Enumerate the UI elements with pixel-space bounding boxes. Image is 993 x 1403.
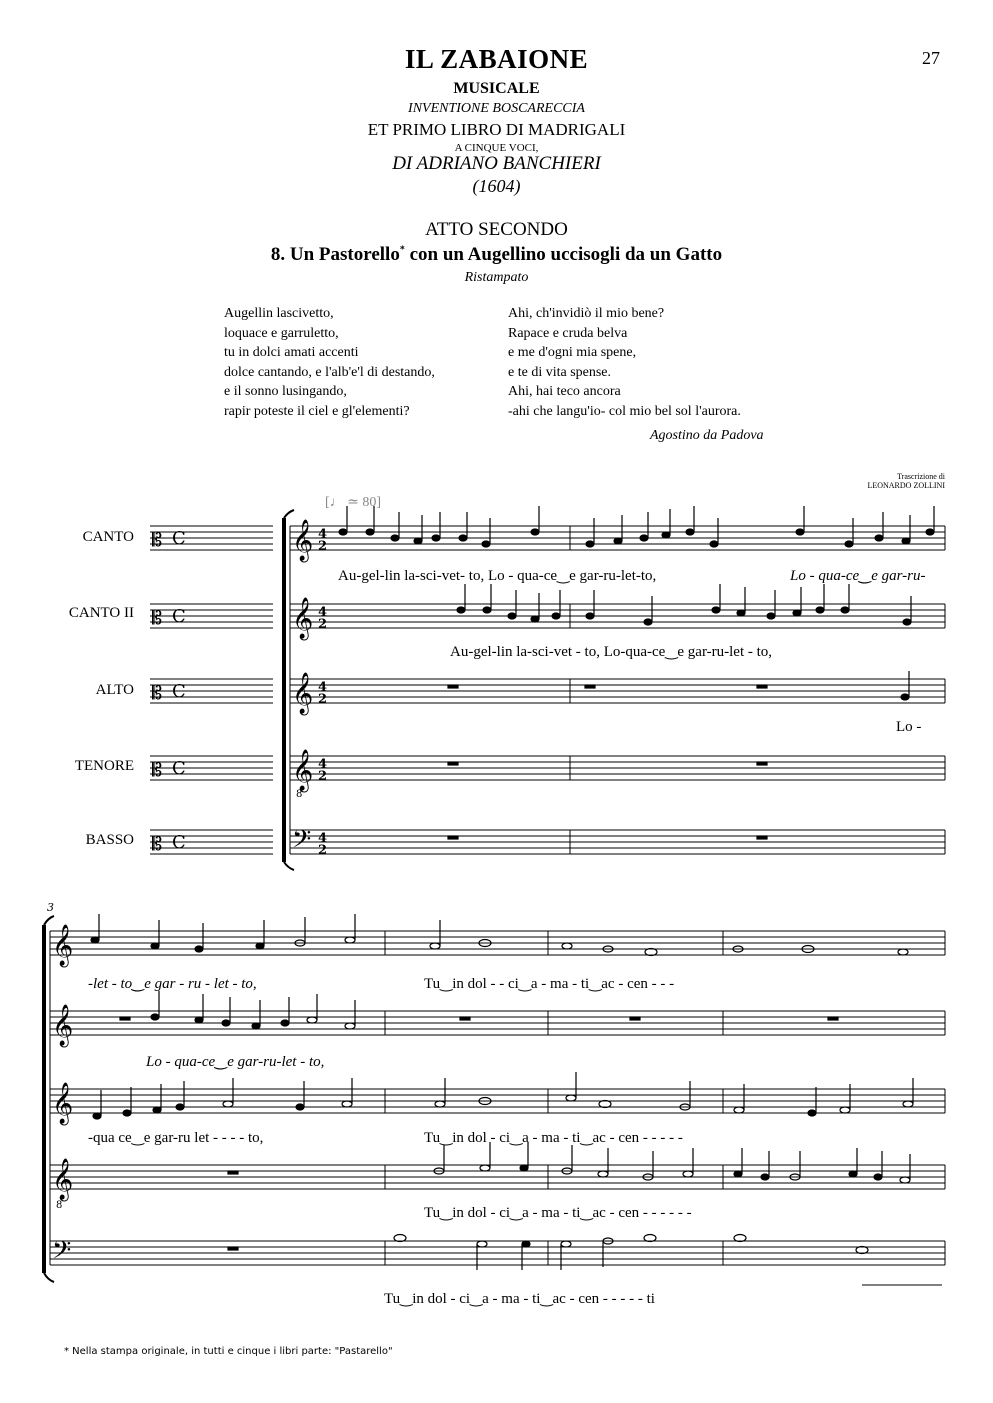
- transcription-credit: Trascrizione di LEONARDO ZOLLINI: [867, 472, 945, 490]
- treble-clef-icon: 𝄞: [52, 925, 74, 966]
- bass-clef-icon: 𝄢: [52, 1236, 72, 1271]
- poem-line: rapir poteste il ciel e gl'elementi?: [224, 403, 410, 419]
- incipit-staves: [150, 526, 273, 854]
- lyric-alto-2b: Tu‿in dol - ci‿a - ma - ti‿ac - cen - - - - -: [424, 1130, 683, 1146]
- lyric-canto-2b: Tu‿in dol - - ci‿a - ma - ti‿ac - cen - - -: [424, 976, 675, 992]
- svg-text:C: C: [172, 606, 186, 627]
- treble-clef-icon: 𝄞: [52, 1159, 74, 1200]
- svg-text:2: 2: [318, 843, 328, 858]
- svg-text:C: C: [172, 832, 186, 853]
- voice-label-canto-ii: CANTO II: [68, 605, 134, 621]
- measure-number: 3: [47, 901, 54, 914]
- treble-clef-icon: 𝄞: [292, 520, 314, 561]
- svg-text:8: 8: [296, 789, 303, 800]
- lyric-alto-2: -qua ce‿e gar-ru let - - - - to,: [88, 1130, 264, 1146]
- lyric-canto-1: Au-gel-lin la-sci-vet- to, Lo - qua-ce‿e gar-ru-let-to,: [338, 568, 657, 584]
- work-subtitle-book: ET PRIMO LIBRO DI MADRIGALI: [367, 120, 626, 139]
- svg-text:4: 4: [318, 831, 328, 846]
- poem-line: loquace e garruletto,: [224, 325, 339, 341]
- lyric-tenore-2: Tu‿in dol - ci‿a - ma - ti‿ac - cen - - - - - -: [424, 1205, 692, 1221]
- svg-text:𝄡: 𝄡: [152, 760, 163, 781]
- year: (1604): [472, 176, 521, 196]
- svg-text:𝄡: 𝄡: [152, 608, 163, 629]
- poem-line: Rapace e cruda belva: [508, 325, 628, 341]
- treble-clef-icon: 𝄞: [292, 750, 314, 791]
- voice-label-tenore: TENORE: [74, 758, 134, 774]
- reprint-note: Ristampato: [464, 270, 529, 285]
- lyric-canto-2: -let - to‿e gar - ru - let - to,: [88, 976, 257, 992]
- lyric-canto-1b: Lo - qua-ce‿e gar-ru-: [790, 568, 926, 584]
- svg-text:𝄡: 𝄡: [152, 683, 163, 704]
- svg-text:2: 2: [318, 617, 328, 632]
- svg-text:4: 4: [318, 605, 328, 620]
- tempo-marking: [♩ ≃ 80]: [325, 495, 382, 510]
- treble-clef-icon: 𝄞: [292, 598, 314, 639]
- treble-clef-icon: 𝄞: [292, 673, 314, 714]
- poem-line: Ahi, ch'invidiò il mio bene?: [508, 306, 665, 321]
- work-title: IL ZABAIONE: [404, 44, 589, 74]
- treble-clef-icon: 𝄞: [52, 1083, 74, 1124]
- piece-title: 8. Un Pastorello* con un Augellino uccisogli da un Gatto: [270, 244, 723, 265]
- poem-line: dolce cantando, e l'alb'e'l di destando,: [224, 364, 435, 380]
- svg-text:2: 2: [318, 769, 328, 784]
- svg-text:4: 4: [318, 527, 328, 542]
- poem-line: -ahi che langu'io- col mio bel sol l'aurora.: [508, 403, 741, 419]
- svg-text:4: 4: [318, 757, 328, 772]
- lyric-alto-1: Lo -: [896, 719, 922, 735]
- system1-notes: [339, 506, 934, 839]
- poem-line: e me d'ogni mia spene,: [508, 345, 637, 361]
- poem-line: tu in dolci amati accenti: [224, 345, 359, 361]
- footnote-marker: *: [399, 244, 405, 256]
- svg-text:C: C: [172, 681, 186, 702]
- bass-clef-icon: 𝄢: [292, 825, 312, 860]
- work-subtitle-italic: INVENTIONE BOSCARECCIA: [408, 101, 585, 116]
- lyric-canto2-1: Au-gel-lin la-sci-vet - to, Lo-qua-ce‿e gar-ru-let - to,: [450, 644, 773, 660]
- svg-text:2: 2: [318, 692, 328, 707]
- lyric-canto2-2: Lo - qua-ce‿e gar-ru-let - to,: [146, 1054, 325, 1070]
- poem-line: e te di vita spense.: [508, 364, 612, 380]
- composer: DI ADRIANO BANCHIERI: [392, 153, 601, 174]
- poem-line: Ahi, hai teco ancora: [508, 384, 621, 400]
- svg-text:2: 2: [318, 539, 328, 554]
- svg-text:C: C: [172, 528, 186, 549]
- poem-line: Augellin lascivetto,: [224, 306, 334, 321]
- svg-text:C: C: [172, 758, 186, 779]
- svg-text:4: 4: [318, 680, 328, 695]
- system2-notes: [91, 914, 942, 1285]
- page-number: 27: [922, 48, 940, 68]
- svg-text:8: 8: [56, 1200, 63, 1211]
- poem-author: Agostino da Padova: [650, 428, 764, 443]
- act-heading: ATTO SECONDO: [425, 219, 568, 240]
- voice-label-canto: CANTO: [82, 529, 134, 545]
- lyric-basso-2: Tu‿in dol - ci‿a - ma - ti‿ac - cen - - - - - ti: [384, 1291, 655, 1307]
- work-subtitle-voices: A CINQUE VOCI,: [454, 142, 539, 154]
- voice-label-basso: BASSO: [85, 832, 134, 848]
- treble-clef-icon: 𝄞: [52, 1005, 74, 1046]
- footnote: * Nella stampa originale, in tutti e cinque i libri parte: "Pastarello": [64, 1346, 393, 1357]
- voice-label-alto: ALTO: [95, 682, 134, 698]
- poem-line: e il sonno lusingando,: [224, 384, 347, 400]
- svg-text:𝄡: 𝄡: [152, 834, 163, 855]
- svg-text:𝄡: 𝄡: [152, 530, 163, 551]
- work-subtitle: MUSICALE: [453, 80, 540, 97]
